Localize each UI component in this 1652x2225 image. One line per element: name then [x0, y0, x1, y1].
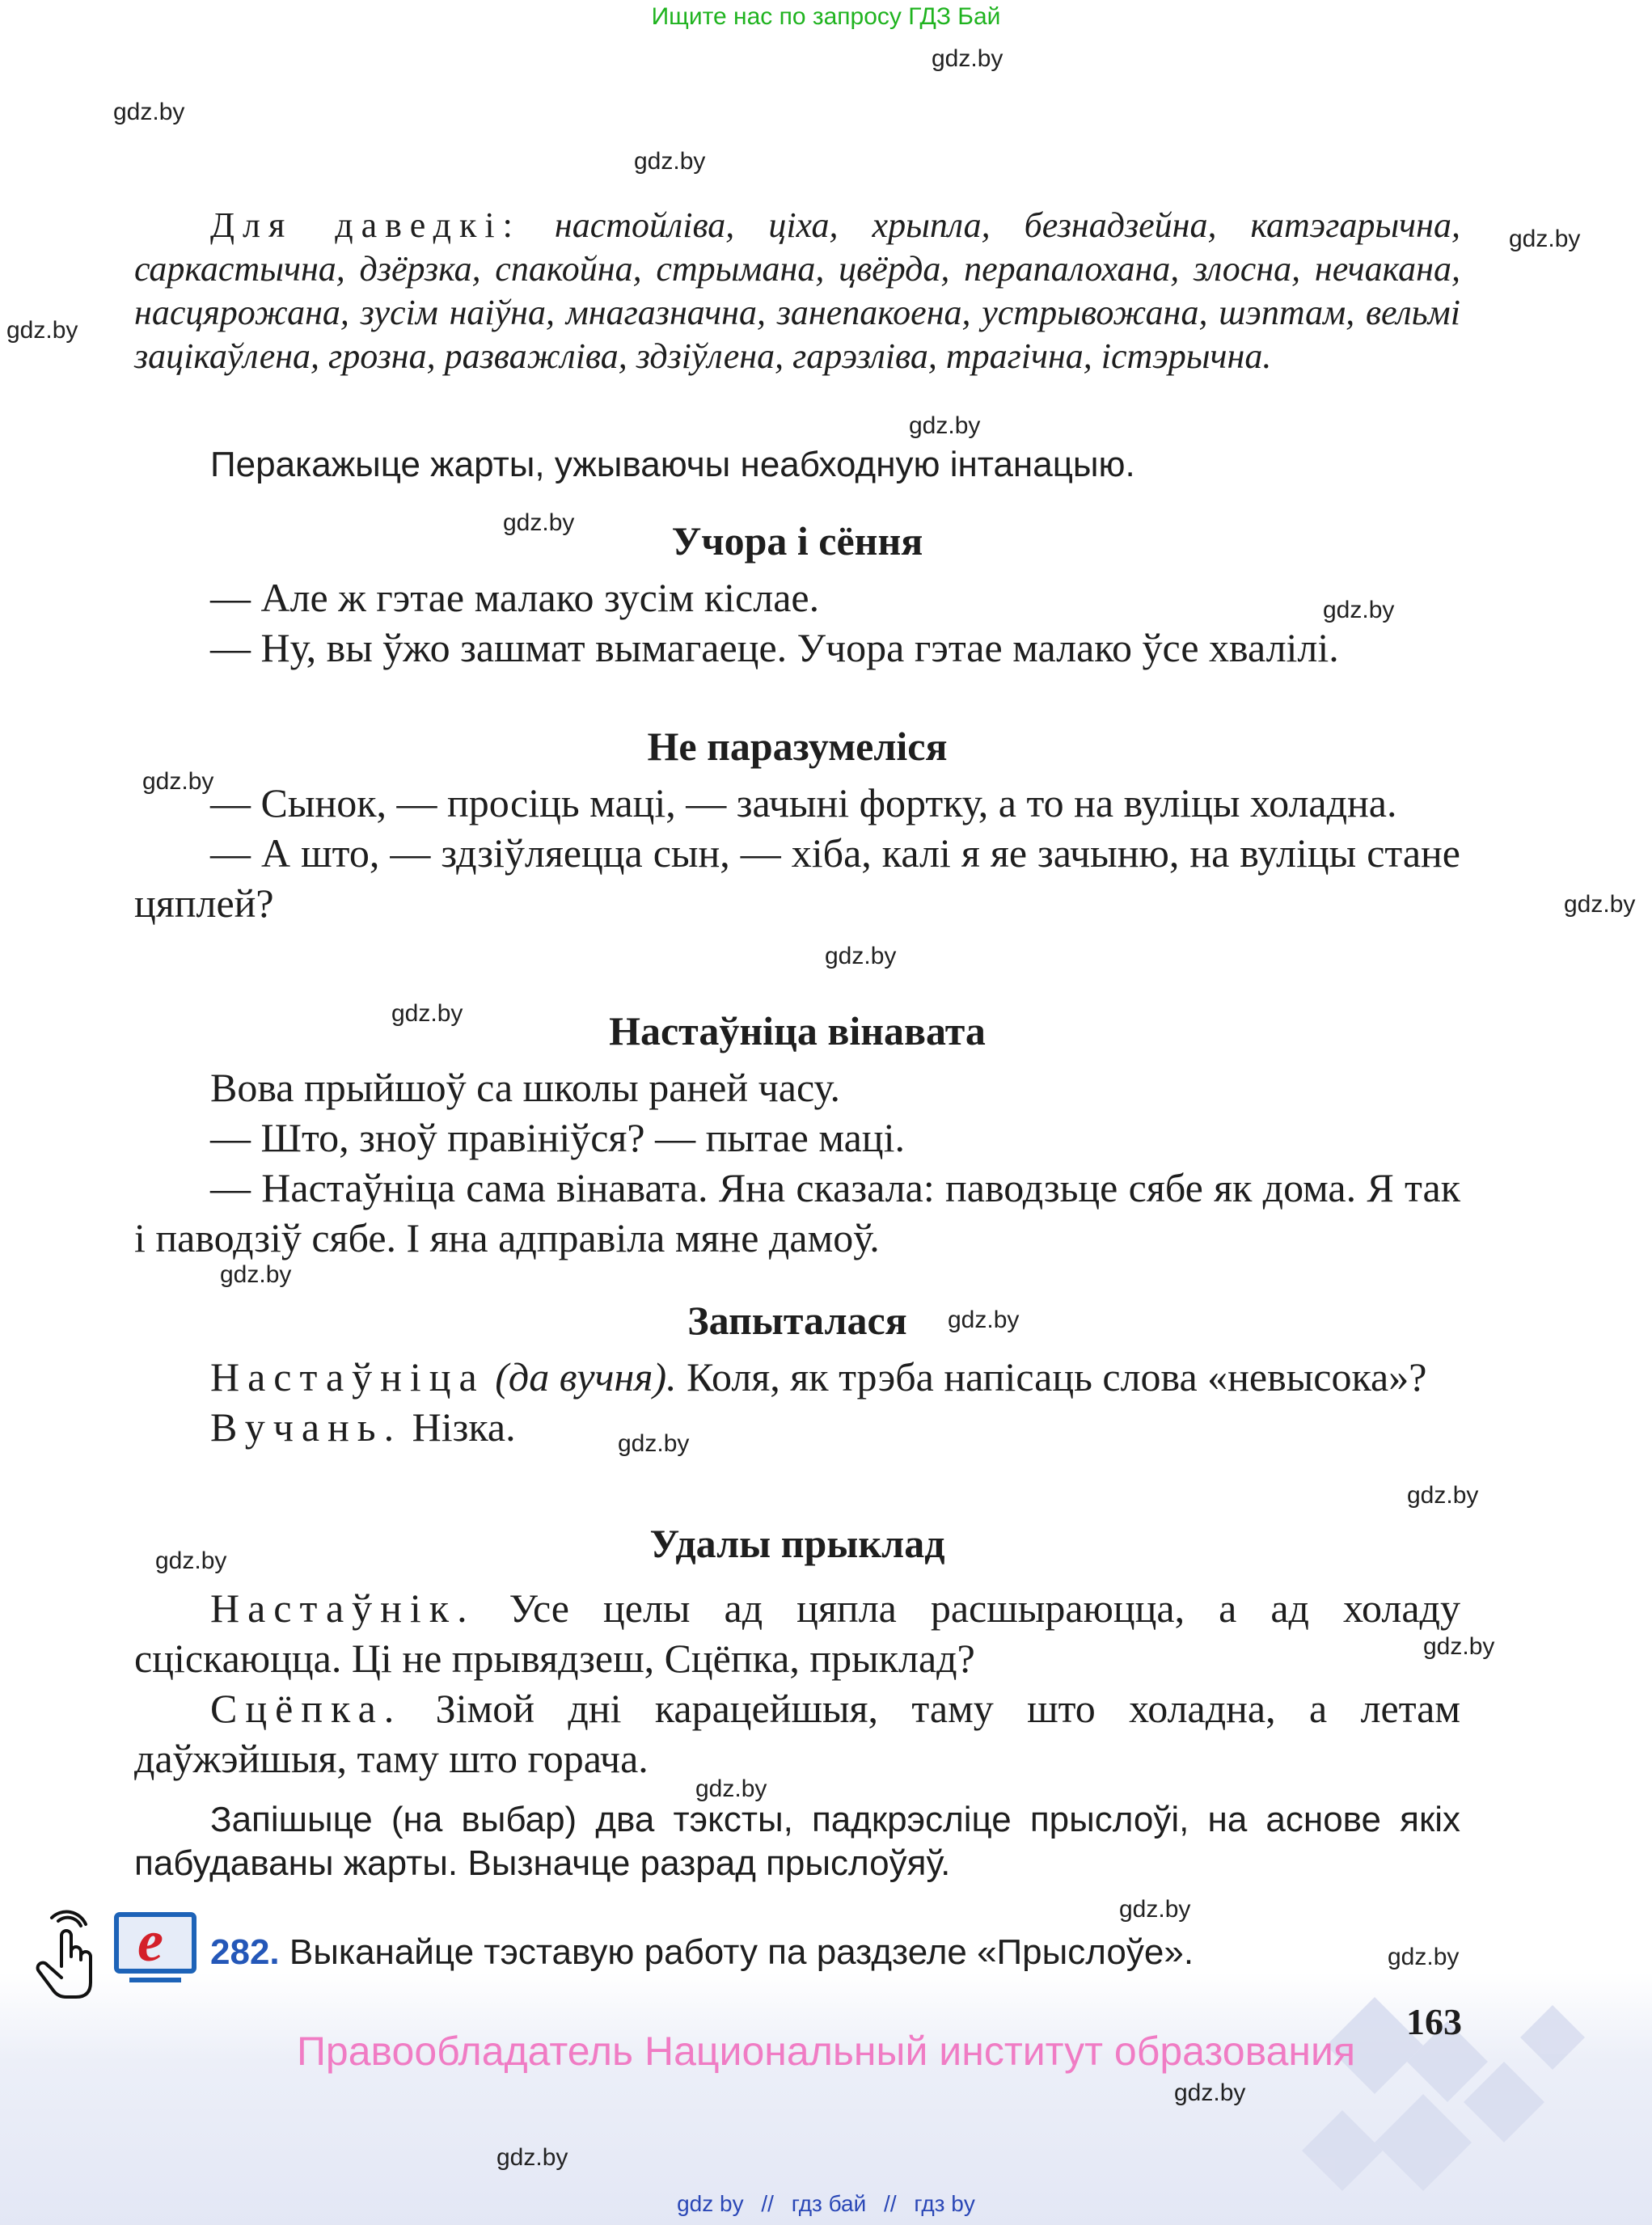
watermark: gdz.by	[6, 317, 78, 344]
watermark: gdz.by	[496, 2144, 568, 2171]
watermark: gdz.by	[695, 1775, 767, 1802]
joke-body	[134, 1062, 1460, 1263]
speech: Коля, як трэба напісаць слова «невысока»?	[676, 1354, 1427, 1400]
rights-holder: Правообладатель Национальный институт образования	[296, 2029, 1356, 2074]
speaker: Вучань.	[210, 1404, 403, 1450]
joke-title: Не паразумеліся	[647, 724, 948, 769]
watermark: gdz.by	[1174, 2079, 1246, 2106]
watermark: gdz.by	[155, 1547, 227, 1574]
joke-body	[134, 1352, 1460, 1452]
joke-title: Удалы прыклад	[649, 1521, 945, 1566]
task-text: Выканайце тэставую работу па раздзеле «Прыслоўе».	[289, 1932, 1194, 1972]
top-banner: Ищите нас по запросу ГДЗ Бай	[651, 3, 1001, 30]
speech: Нізка.	[402, 1404, 516, 1450]
joke-line: Вова прыйшоў са школы раней часу.	[210, 1065, 841, 1110]
dialog-line	[134, 1402, 1460, 1452]
reference-block	[134, 204, 1460, 378]
task-number: 282.	[210, 1932, 280, 1972]
watermark: gdz.by	[1388, 1944, 1460, 1970]
footer-background	[0, 1973, 1652, 2225]
link-separator: //	[884, 2191, 897, 2216]
instruction-block	[134, 443, 1460, 487]
joke-line: — Што, зноў правініўся? — пытае маці.	[210, 1115, 905, 1160]
speaker: Настаўніца	[210, 1354, 485, 1400]
joke-body	[134, 778, 1460, 928]
speaker: Настаўнік.	[210, 1585, 475, 1631]
e-resource-icon[interactable]	[113, 1911, 197, 1987]
instruction-block	[134, 1798, 1460, 1885]
bottom-links	[0, 2191, 1652, 2217]
watermark: gdz.by	[220, 1261, 292, 1288]
joke-title: Настаўніца вінавата	[609, 1008, 986, 1053]
watermark: gdz.by	[1423, 1633, 1495, 1660]
speech: Усе целы ад цяпла расшыраюцца, а ад холаду сціскаюцца. Ці не прывядзеш, Сцёпка, прыклад?	[134, 1585, 1460, 1681]
joke-title: Запыталася	[687, 1298, 907, 1343]
bottom-link[interactable]: гдз by	[914, 2191, 975, 2216]
watermark: gdz.by	[113, 99, 185, 125]
joke-body	[134, 572, 1460, 673]
remark: (да вучня).	[495, 1354, 677, 1400]
page-number: 163	[1406, 2001, 1462, 2042]
joke-line: — Настаўніца сама вінавата. Яна сказала: паводзьце сябе як дома. Я так і паводзіў сябе. І яна адправіла мяне дамоў.	[134, 1165, 1460, 1260]
link-separator: //	[761, 2191, 774, 2216]
watermark: gdz.by	[618, 1430, 690, 1457]
joke-line: — Ну, вы ўжо зашмат вымагаеце. Учора гэтае малако ўсе хвалілі.	[210, 625, 1339, 670]
watermark: gdz.by	[634, 148, 706, 175]
watermark: gdz.by	[142, 768, 214, 795]
dialog-line	[134, 1583, 1460, 1683]
joke-line: — Але ж гэтае малако зусім кіслае.	[210, 575, 820, 620]
bottom-link[interactable]: гдз бай	[791, 2191, 867, 2216]
watermark: gdz.by	[948, 1307, 1020, 1333]
joke-line: — Сынок, — просіць маці, — зачыні фортку, а то на вуліцы холадна.	[210, 780, 1397, 825]
watermark: gdz.by	[1323, 597, 1395, 623]
decorative-diamonds	[0, 1973, 1652, 2225]
speech: Зімой дні карацейшыя, таму што холадна, а летам даўжэйшыя, таму што горача.	[134, 1686, 1460, 1781]
instruction-text: Перакажыце жарты, ужываючы неабходную інтанацыю.	[210, 445, 1135, 484]
reference-words: настойліва, ціха, хрыпла, безнадзейна, катэгарычна, саркастычна, дзёрзка, спакойна, стрымана, цвёрда, перапалохана, злосна, нечакана, насцярожана, зусім наіўна, мнагазначна, занепакоена, устрывожана, шэптам, вельмі зацікаўлена, грозна, разважліва, здзіўлена, гарэзліва, трагічна, істэрычна.	[134, 205, 1460, 376]
joke-line: — А што, — здзіўляецца сын, — хіба, калі я яе зачыню, на вуліцы стане цяплей?	[134, 830, 1460, 926]
joke-body	[134, 1583, 1460, 1784]
reference-label: Для даведкі:	[210, 205, 521, 245]
e-letter: e	[137, 1909, 163, 1974]
bottom-link[interactable]: gdz by	[677, 2191, 744, 2216]
dialog-line	[134, 1352, 1460, 1402]
watermark: gdz.by	[932, 45, 1003, 72]
watermark: gdz.by	[825, 943, 897, 969]
joke-title: Учора і сёння	[671, 518, 923, 564]
watermark: gdz.by	[503, 509, 575, 536]
touch-icon	[31, 1910, 100, 2000]
dialog-line	[134, 1683, 1460, 1784]
watermark: gdz.by	[1509, 226, 1581, 252]
watermark: gdz.by	[909, 412, 981, 439]
task-row	[210, 1931, 1194, 1974]
watermark: gdz.by	[391, 1000, 463, 1027]
watermark: gdz.by	[1119, 1896, 1191, 1923]
instruction-text: Запішыце (на выбар) два тэксты, падкрэсліце прыслоўі, на аснове якіх пабудаваны жарты. Вызначце разрад прыслоўяў.	[134, 1800, 1460, 1883]
speaker: Сцёпка.	[210, 1686, 403, 1731]
watermark: gdz.by	[1407, 1482, 1479, 1509]
watermark: gdz.by	[1564, 891, 1636, 918]
